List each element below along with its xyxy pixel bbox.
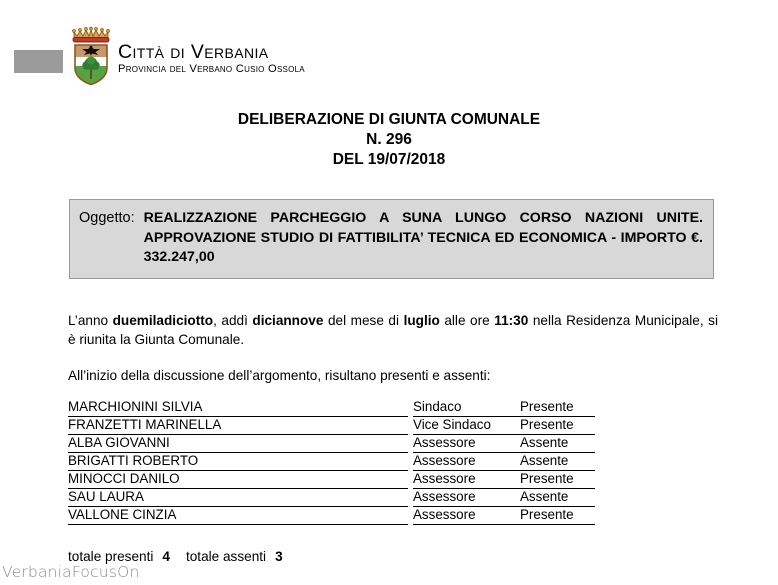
member-name: SAU LAURA xyxy=(68,489,408,507)
municipality-title-block xyxy=(118,42,538,76)
heading-line-date: DEL 19/07/2018 xyxy=(332,151,446,168)
intro-year: duemiladiciotto xyxy=(112,313,214,328)
member-role: Assessore xyxy=(413,471,520,489)
total-present-label: totale presenti xyxy=(68,549,154,564)
member-name: MARCHIONINI SILVIA xyxy=(68,399,408,417)
member-name: MINOCCI DANILO xyxy=(68,471,408,489)
deliberation-heading xyxy=(0,110,778,170)
attendance-table xyxy=(68,399,595,525)
member-name: BRIGATTI ROBERTO xyxy=(68,453,408,471)
member-role: Vice Sindaco xyxy=(413,417,520,435)
intro-text-4: alle ore xyxy=(439,313,495,328)
heading-line-title: DELIBERAZIONE DI GIUNTA COMUNALE xyxy=(237,111,541,128)
total-absent-value: 3 xyxy=(275,549,283,564)
member-name: ALBA GIOVANNI xyxy=(68,435,408,453)
intro-day: diciannove xyxy=(252,313,324,328)
table-row xyxy=(68,399,595,417)
intro-text-3: del mese di xyxy=(323,313,404,328)
subject-label: Oggetto: xyxy=(79,210,135,226)
intro-text-5: nella Residenza Municipale, si è riunita la Giunta Comunale. xyxy=(68,313,718,347)
table-row xyxy=(68,417,595,435)
document-header xyxy=(0,0,778,100)
intro-time: 11:30 xyxy=(494,313,529,328)
status-badge: Assente xyxy=(520,489,595,507)
table-row xyxy=(68,435,595,453)
status-badge: Presente xyxy=(520,417,595,435)
subject-box xyxy=(69,199,714,279)
intro-text-2: , addì xyxy=(213,313,253,328)
status-badge: Assente xyxy=(520,453,595,471)
verbania-coat-of-arms-icon xyxy=(68,24,114,86)
total-present-value: 4 xyxy=(162,549,170,564)
gray-placeholder-block xyxy=(14,50,63,73)
member-name: FRANZETTI MARINELLA xyxy=(68,417,408,435)
member-role: Assessore xyxy=(413,489,520,507)
intro-text-1: L’anno xyxy=(68,313,113,328)
status-badge: Presente xyxy=(520,399,595,417)
status-badge: Presente xyxy=(520,471,595,489)
intro-month: luglio xyxy=(403,313,440,328)
watermark: VerbaniaFocusOn xyxy=(2,563,140,581)
table-row xyxy=(68,507,595,525)
status-badge: Assente xyxy=(520,435,595,453)
attendance-table-body xyxy=(68,399,595,525)
member-role: Assessore xyxy=(413,453,520,471)
status-badge: Presente xyxy=(520,507,595,525)
member-role: Sindaco xyxy=(413,399,520,417)
table-row xyxy=(68,453,595,471)
member-role: Assessore xyxy=(413,507,520,525)
province-name: Provincia del Verbano Cusio Ossola xyxy=(118,63,305,76)
member-role: Assessore xyxy=(413,435,520,453)
table-row xyxy=(68,471,595,489)
meeting-intro-paragraph xyxy=(68,311,718,349)
total-absent-label: totale assenti xyxy=(185,549,267,564)
municipality-name: Città di Verbania xyxy=(118,41,269,63)
table-row xyxy=(68,489,595,507)
attendance-intro-text: All’inizio della discussione dell’argomento, risultano presenti e assenti: xyxy=(68,368,491,383)
subject-text: REALIZZAZIONE PARCHEGGIO A SUNA LUNGO CORSO NAZIONI UNITE. APPROVAZIONE STUDIO DI FATTIBILITA’ TECNICA ED ECONOMICA - IMPORTO €. 332.247,00 xyxy=(143,210,703,265)
member-name: VALLONE CINZIA xyxy=(68,507,408,525)
heading-line-number: N. 296 xyxy=(366,131,412,148)
